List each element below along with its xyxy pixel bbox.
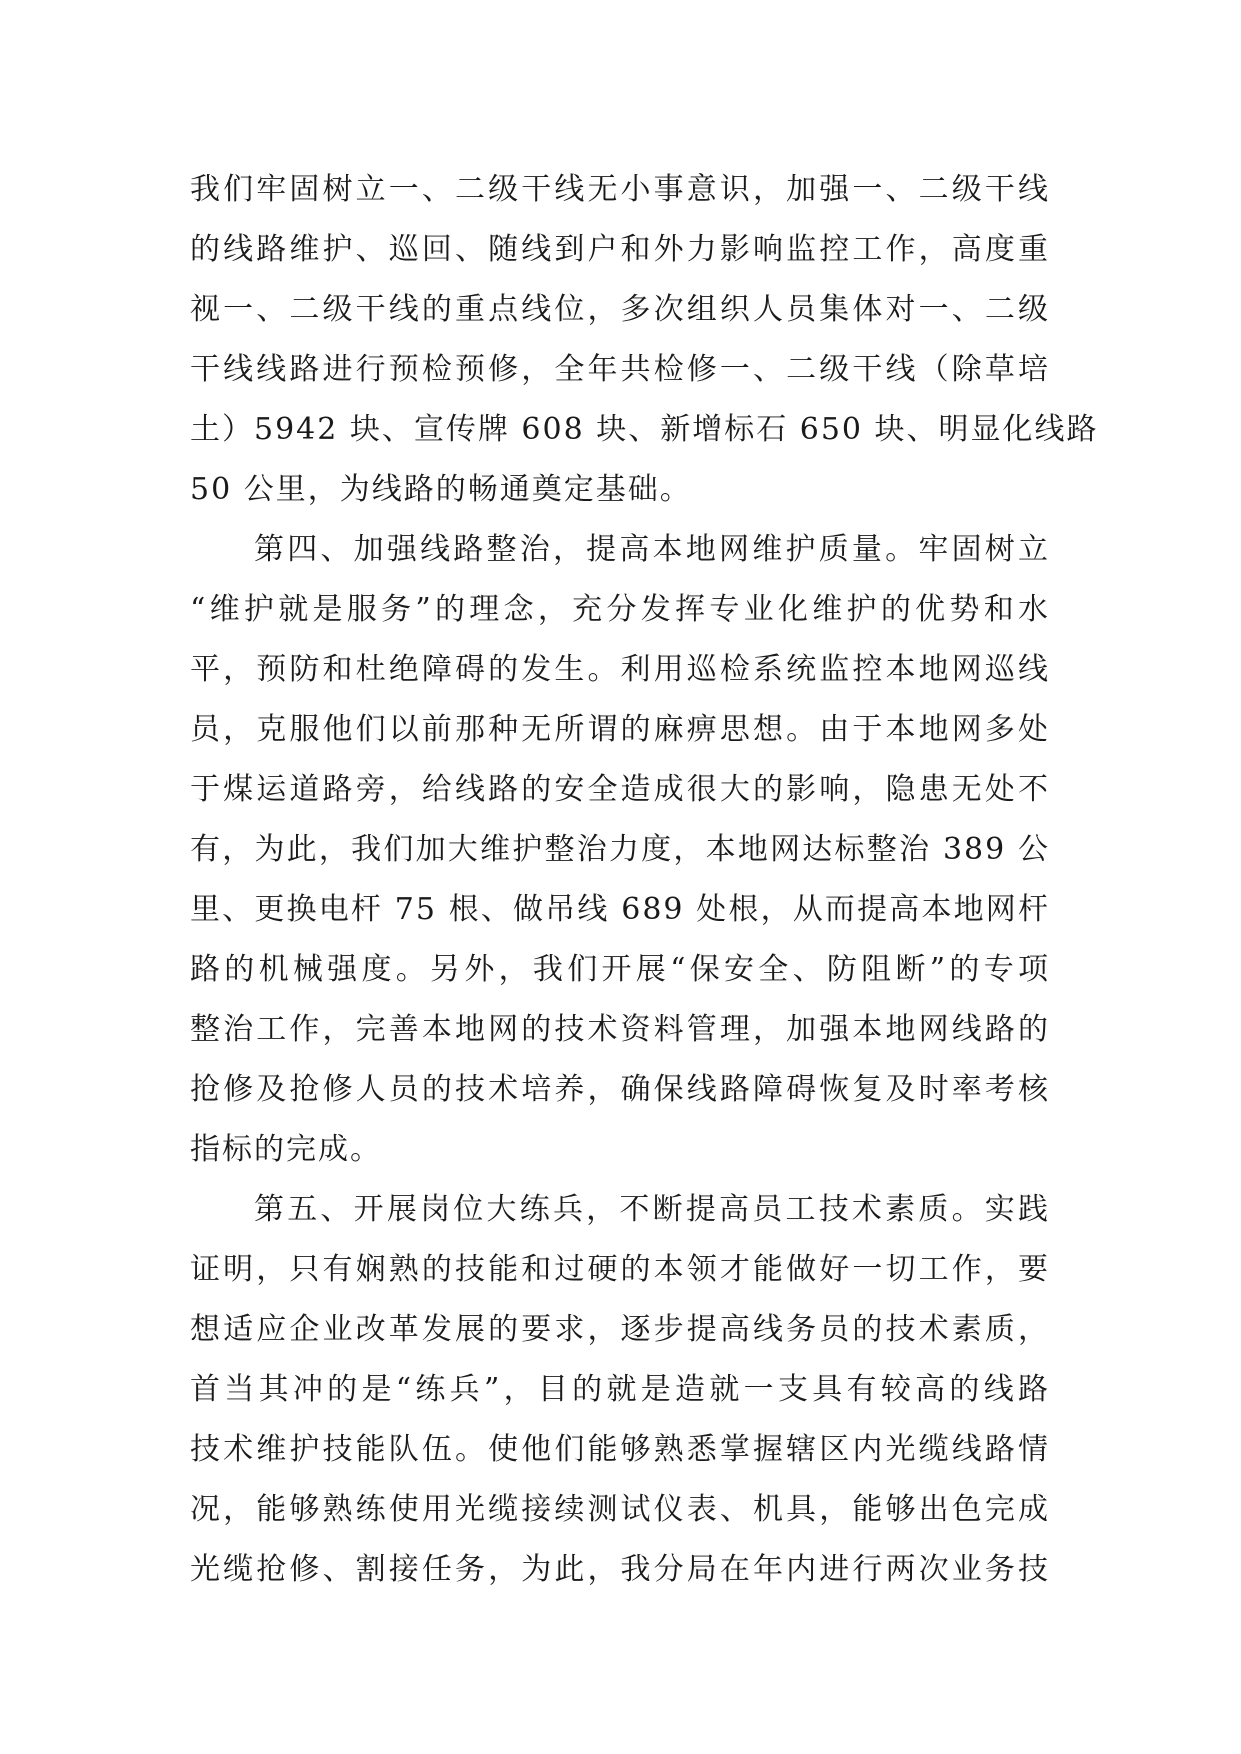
paragraph-1-line-4: 干线线路进行预检预修，全年共检修一、二级干线（除草培 xyxy=(190,352,1050,387)
paragraph-2-line-2: “维护就是服务”的理念，充分发挥专业化维护的优势和水 xyxy=(190,592,1050,627)
paragraph-1-line-6: 50 公里，为线路的畅通奠定基础。 xyxy=(190,472,692,507)
paragraph-3-line-2: 证明，只有娴熟的技能和过硬的本领才能做好一切工作，要 xyxy=(190,1252,1050,1287)
paragraph-3-line-5: 技术维护技能队伍。使他们能够熟悉掌握辖区内光缆线路情 xyxy=(190,1432,1050,1467)
paragraph-2-line-5: 于煤运道路旁，给线路的安全造成很大的影响，隐患无处不 xyxy=(190,772,1050,807)
paragraph-3-line-7: 光缆抢修、割接任务，为此，我分局在年内进行两次业务技 xyxy=(190,1552,1050,1587)
paragraph-2-line-9: 整治工作，完善本地网的技术资料管理，加强本地网线路的 xyxy=(190,1012,1050,1047)
paragraph-1-line-5: 土）5942 块、宣传牌 608 块、新增标石 650 块、明显化线路 xyxy=(190,412,1099,447)
paragraph-2-line-6: 有，为此，我们加大维护整治力度，本地网达标整治 389 公 xyxy=(190,832,1050,867)
paragraph-1-line-2: 的线路维护、巡回、随线到户和外力影响监控工作，高度重 xyxy=(190,232,1050,267)
paragraph-3-line-6: 况，能够熟练使用光缆接续测试仪表、机具，能够出色完成 xyxy=(190,1492,1050,1527)
paragraph-2-line-11: 指标的完成。 xyxy=(190,1132,382,1167)
paragraph-2-line-3: 平，预防和杜绝障碍的发生。利用巡检系统监控本地网巡线 xyxy=(190,652,1050,687)
body-text xyxy=(190,160,1099,1600)
paragraph-2-line-1: 第四、加强线路整治，提高本地网维护质量。牢固树立 xyxy=(254,532,1050,567)
paragraph-2-line-10: 抢修及抢修人员的技术培养，确保线路障碍恢复及时率考核 xyxy=(190,1072,1050,1107)
paragraph-3-line-3: 想适应企业改革发展的要求，逐步提高线务员的技术素质， xyxy=(190,1312,1050,1347)
paragraph-2-line-4: 员，克服他们以前那种无所谓的麻痹思想。由于本地网多处 xyxy=(190,712,1050,747)
paragraph-2-line-7: 里、更换电杆 75 根、做吊线 689 处根，从而提高本地网杆 xyxy=(190,892,1050,927)
paragraph-3-line-4: 首当其冲的是“练兵”，目的就是造就一支具有较高的线路 xyxy=(190,1372,1050,1407)
paragraph-1-line-3: 视一、二级干线的重点线位，多次组织人员集体对一、二级 xyxy=(190,292,1050,327)
paragraph-1-line-1: 我们牢固树立一、二级干线无小事意识，加强一、二级干线 xyxy=(190,172,1050,207)
paragraph-2-line-8: 路的机械强度。另外，我们开展“保安全、防阻断”的专项 xyxy=(190,952,1050,987)
paragraph-3-line-1: 第五、开展岗位大练兵，不断提高员工技术素质。实践 xyxy=(254,1192,1050,1227)
